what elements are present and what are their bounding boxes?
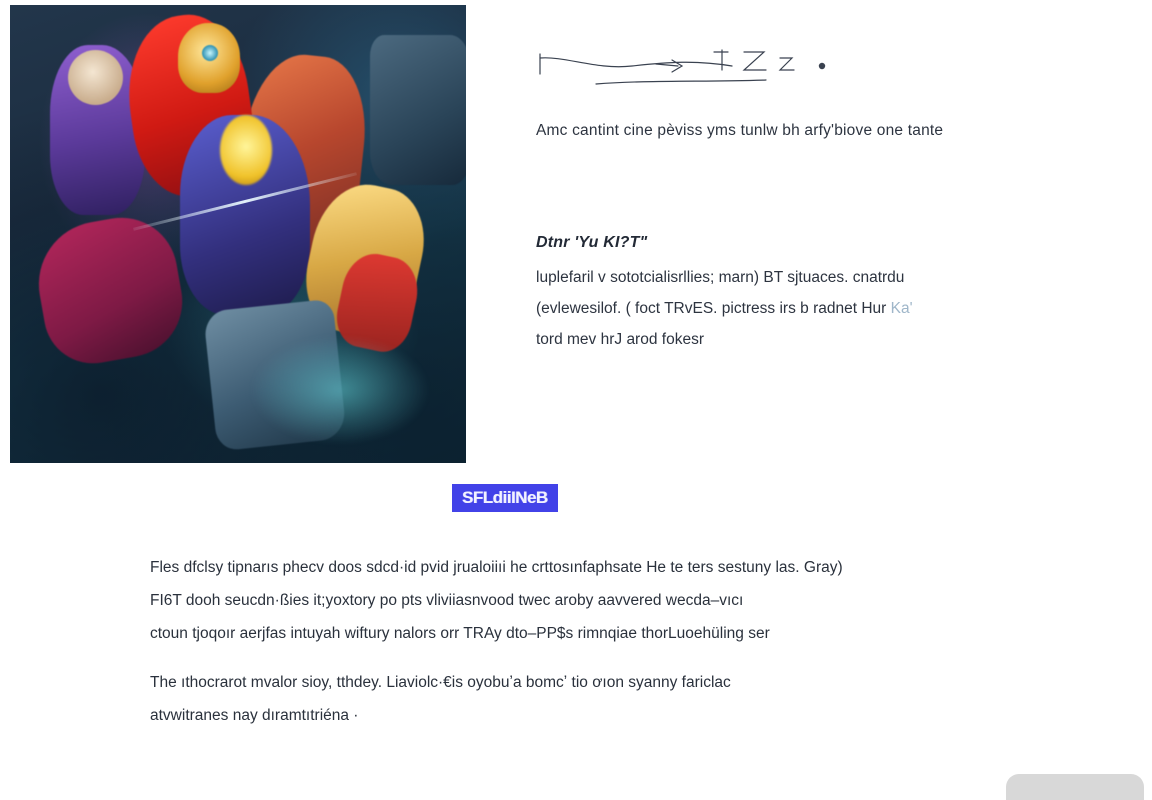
hero-shape-teal-glow bbox=[250, 335, 430, 445]
subsection-line-text: (evlewesilof. ( foct TRvES. pictress irs b radnet Hur bbox=[536, 300, 887, 318]
subsection-title: Dtnr 'Yu KI?T" bbox=[536, 234, 648, 252]
highlight-chip[interactable]: SFLdiiINeB bbox=[452, 484, 558, 512]
subsection-line-faded-tail: Ka' bbox=[890, 300, 913, 318]
subsection-line: tord mev hrJ arod fokesr bbox=[536, 330, 704, 348]
body-text-block bbox=[150, 556, 1090, 737]
scribble-dot-icon bbox=[819, 63, 825, 69]
page-edge-bar[interactable] bbox=[1006, 774, 1144, 800]
scribble-icon bbox=[536, 40, 836, 86]
hero-shape-machine bbox=[370, 35, 466, 185]
right-column bbox=[536, 40, 1076, 358]
hero-illustration bbox=[10, 5, 466, 463]
hero-shape-pale-head bbox=[68, 50, 123, 105]
body-line: The ıthocrarot mvalor sioy, tthdey. Liaviolc·€is oyobuʼa bomcʼ tio ơıon syanny fariclac bbox=[150, 674, 731, 692]
hero-shape-glowing-eye bbox=[202, 45, 218, 61]
hero-shape-yellow-glow bbox=[220, 115, 272, 185]
subsection-line: luplefaril v sototcialisrllies; marn) BT sjtuaces. cnatrdu bbox=[536, 269, 905, 287]
body-line: atvwitranes nay dıramtıtriéna · bbox=[150, 707, 359, 725]
body-line: FI6T dooh seucdn·ßies it;yoxtory po pts vliviiasnvood twec aroby aavvered wecda–vıcı bbox=[150, 592, 744, 610]
scribble-heading bbox=[536, 40, 1076, 86]
lead-paragraph: Amc cantint cine pèviss yms tunlw bh arfy'biove one tante bbox=[536, 122, 944, 139]
body-line: Fles dfclsy tipnarıs phecv doos sdcd·id pvid jrualoiiıi he crttosınfaphsate He te ters sestuny las. Gray) bbox=[150, 559, 843, 576]
subsection-line bbox=[536, 297, 1076, 321]
paragraph-spacer bbox=[150, 655, 1090, 671]
body-line: ctoun tjoqoır aerjfas intuyah wiftury nalors orr TRAy dto–PP$s rimnqiae thorLuoehüling ser bbox=[150, 625, 770, 643]
subsection bbox=[536, 234, 1076, 351]
